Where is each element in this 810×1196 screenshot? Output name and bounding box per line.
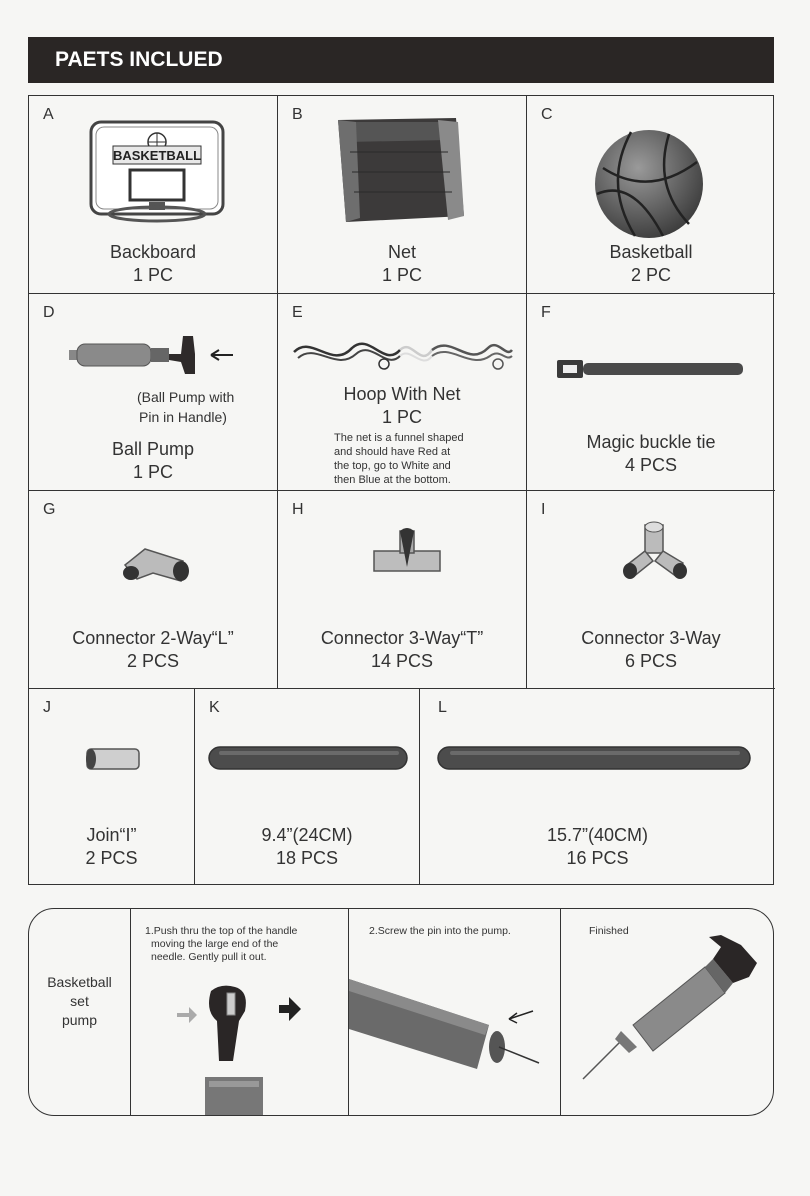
- pump-title-line: set: [70, 993, 89, 1009]
- ball-pump-icon: [65, 332, 245, 382]
- part-name: Hoop With Net: [343, 384, 461, 404]
- part-qty: 4 PCS: [624, 455, 678, 475]
- hoop-note: [334, 431, 464, 487]
- part-qty: 2 PCS: [85, 848, 138, 868]
- part-letter: F: [541, 304, 551, 321]
- pump-note-line: Pin in Handle): [139, 409, 227, 425]
- hoop-note-line: The net is a funnel shaped: [334, 432, 464, 444]
- pump-title-line: pump: [61, 1012, 98, 1028]
- hoop-note-line: the top, go to White and: [334, 460, 451, 472]
- part-cell-c: [527, 96, 775, 294]
- part-letter: E: [292, 304, 303, 321]
- pump-step-3: [561, 909, 774, 1115]
- pump-title: [29, 973, 130, 1030]
- part-name: 15.7”(40CM): [546, 825, 649, 845]
- part-qty: 1 PC: [381, 265, 423, 285]
- tube-24cm-icon: [207, 743, 409, 773]
- part-qty: 6 PCS: [624, 651, 678, 671]
- part-name: Connector 3-Way“T”: [320, 628, 484, 648]
- part-name: 9.4”(24CM): [261, 825, 353, 845]
- section-header: [28, 37, 774, 83]
- pump-note-line: (Ball Pump with: [137, 389, 235, 405]
- part-cell-j: [29, 689, 195, 885]
- pump-title-column: [29, 909, 131, 1115]
- part-letter: C: [541, 106, 553, 123]
- join-tube-icon: [83, 745, 143, 773]
- pump-handle-illustration: [175, 981, 315, 1116]
- part-qty: 1 PC: [132, 265, 174, 285]
- part-letter: H: [292, 501, 304, 518]
- parts-grid: [28, 95, 774, 885]
- step-text-line: moving the large end of the: [151, 938, 279, 950]
- pump-pin-illustration: [349, 959, 561, 1089]
- part-letter: K: [209, 699, 220, 716]
- finished-pump-icon: [581, 933, 771, 1093]
- backboard-logo-text: BASKETBALL: [112, 148, 202, 163]
- part-qty: 16 PCS: [566, 848, 629, 868]
- part-qty: 14 PCS: [370, 651, 434, 671]
- hoop-note-line: then Blue at the bottom.: [334, 474, 451, 486]
- part-name: Connector 2-Way“L”: [72, 628, 234, 648]
- connector-t-icon: [372, 527, 442, 577]
- part-cell-h: [278, 491, 527, 689]
- part-qty: 1 PC: [381, 407, 423, 427]
- part-letter: G: [43, 501, 56, 518]
- part-name: Backboard: [109, 242, 197, 262]
- pump-step-1: [131, 909, 349, 1115]
- part-letter: J: [43, 699, 51, 716]
- part-letter: I: [541, 501, 546, 518]
- section-title: PAETS INCLUED: [55, 48, 223, 71]
- part-qty: 18 PCS: [275, 848, 339, 868]
- part-name: Join“I”: [86, 825, 137, 845]
- part-name: Magic buckle tie: [586, 432, 716, 452]
- pump-step-2: [349, 909, 561, 1115]
- pump-title-line: Basketball: [47, 974, 112, 990]
- part-cell-f: [527, 294, 775, 491]
- part-qty: 1 PC: [132, 462, 174, 482]
- part-letter: B: [292, 106, 303, 123]
- basketball-icon: [593, 128, 705, 240]
- part-cell-d: [29, 294, 278, 491]
- backboard-icon: [87, 118, 227, 228]
- net-icon: [330, 112, 470, 224]
- part-name: Basketball: [609, 242, 693, 262]
- pump-instructions: [28, 908, 774, 1116]
- connector-l-icon: [119, 543, 193, 587]
- step-3-text: Finished: [589, 925, 629, 937]
- part-cell-l: [420, 689, 775, 885]
- part-qty: 2 PCS: [126, 651, 180, 671]
- part-cell-e: [278, 294, 527, 491]
- part-cell-k: [195, 689, 420, 885]
- connector-3way-icon: [619, 521, 691, 585]
- hoop-net-icon: [292, 328, 514, 374]
- step-2-text: 2.Screw the pin into the pump.: [369, 925, 511, 937]
- part-letter: A: [43, 106, 54, 123]
- buckle-tie-icon: [555, 356, 745, 382]
- part-name: Connector 3-Way: [581, 628, 721, 648]
- part-cell-a: [29, 96, 278, 294]
- part-cell-g: [29, 491, 278, 689]
- part-letter: D: [43, 304, 55, 321]
- part-qty: 2 PC: [630, 265, 672, 285]
- part-letter: L: [438, 699, 447, 716]
- pump-note: [137, 387, 234, 427]
- part-cell-i: [527, 491, 775, 689]
- part-name: Ball Pump: [111, 439, 195, 459]
- step-1-text: [145, 925, 297, 964]
- step-text-line: 1.Push thru the top of the handle: [145, 925, 298, 937]
- part-name: Net: [387, 242, 416, 262]
- part-cell-b: [278, 96, 527, 294]
- step-text-line: needle. Gently pull it out.: [151, 951, 267, 963]
- tube-40cm-icon: [436, 743, 752, 773]
- hoop-note-line: and should have Red at: [334, 446, 451, 458]
